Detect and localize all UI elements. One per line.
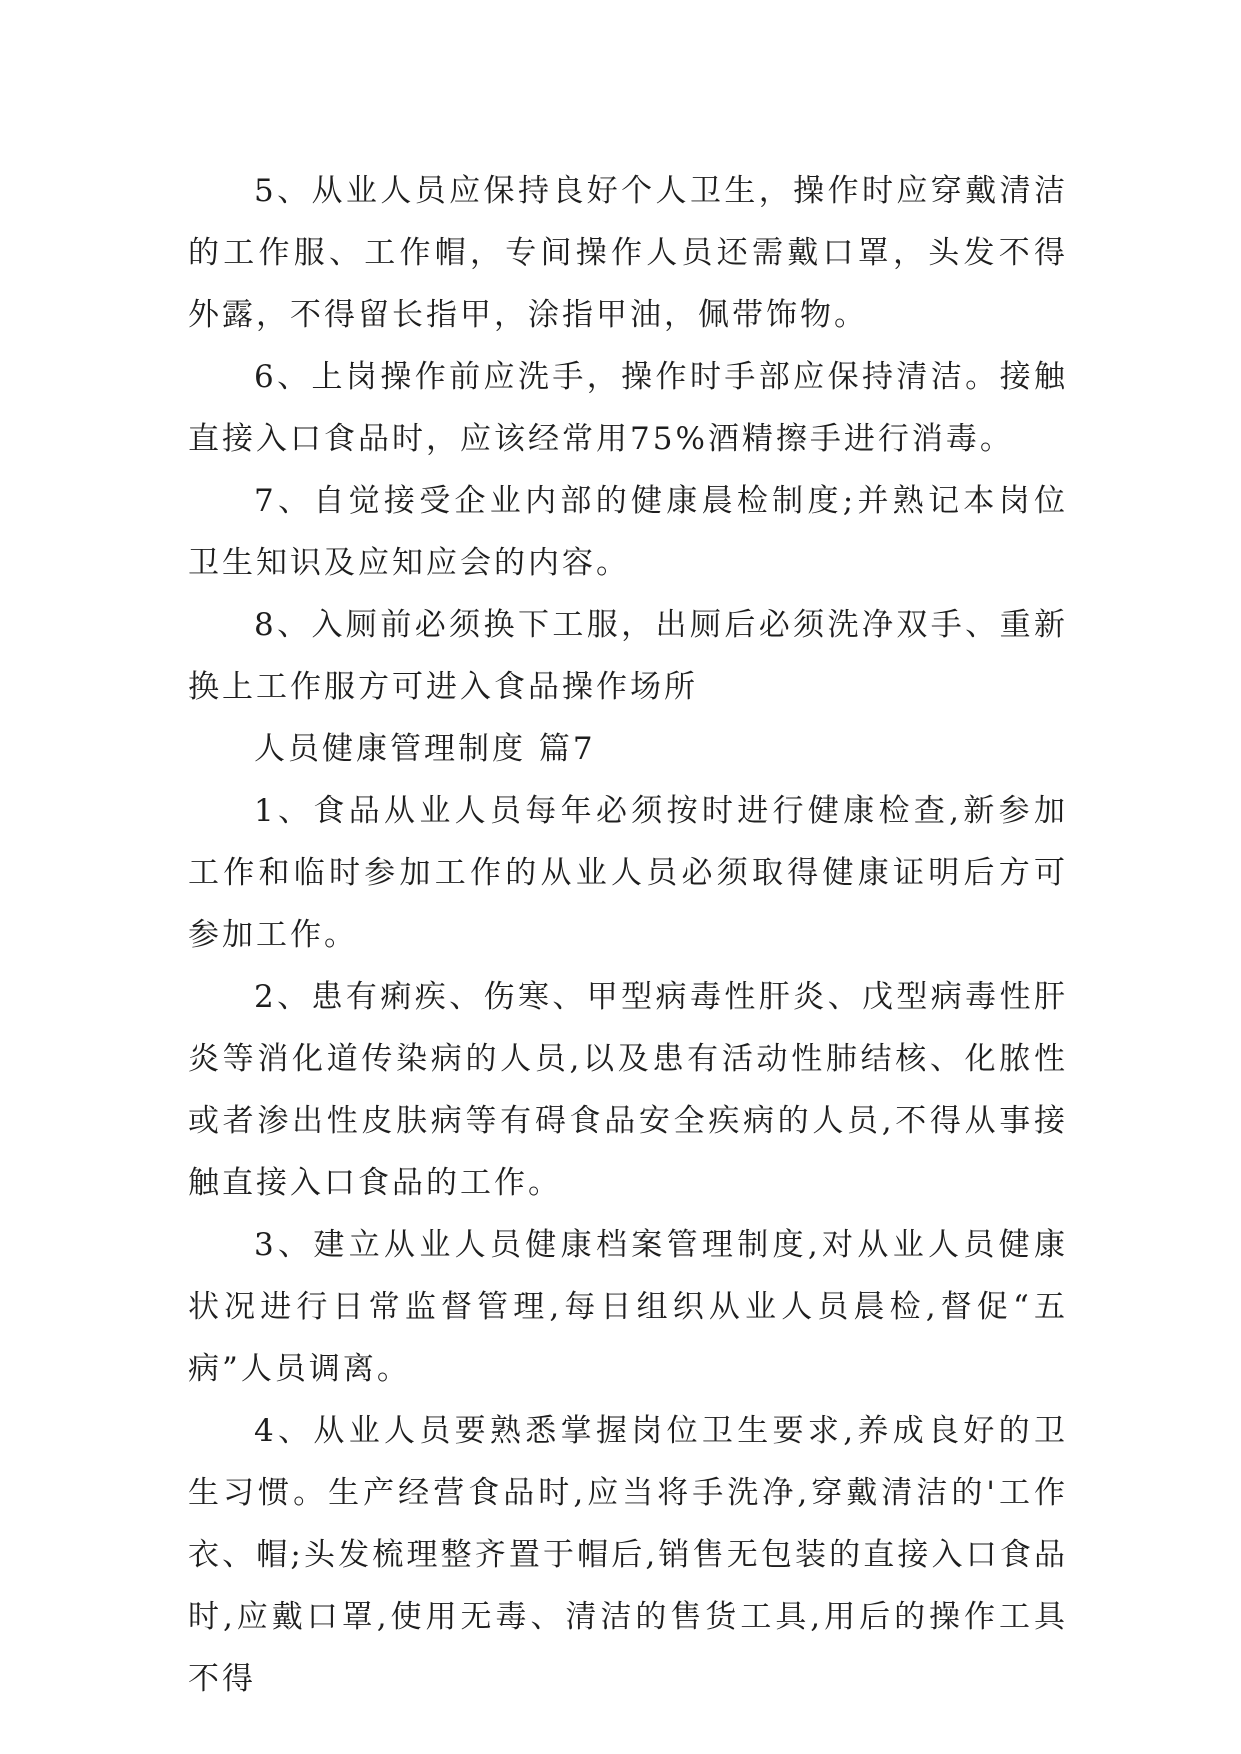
paragraph-7: 7、自觉接受企业内部的健康晨检制度;并熟记本岗位卫生知识及应知应会的内容。 (188, 483, 1068, 581)
paragraph-6: 6、上岗操作前应洗手，操作时手部应保持清洁。接触直接入口食品时，应该经常用75%酒精擦手进行消毒。 (188, 359, 1068, 457)
paragraph-4: 4、从业人员要熟悉掌握岗位卫生要求,养成良好的卫生习惯。生产经营食品时,应当将手洗净,穿戴清洁的'工作衣、帽;头发梳理整齐置于帽后,销售无包装的直接入口食品时,应戴口罩,使用无毒、清洁的售货工具,用后的操作工具不得 (188, 1413, 1068, 1697)
paragraph-8: 8、入厕前必须换下工服，出厕后必须洗净双手、重新换上工作服方可进入食品操作场所 (188, 607, 1068, 705)
paragraph-2: 2、患有痢疾、伤寒、甲型病毒性肝炎、戊型病毒性肝炎等消化道传染病的人员,以及患有活动性肺结核、化脓性或者渗出性皮肤病等有碍食品安全疾病的人员,不得从事接触直接入口食品的工作。 (188, 979, 1068, 1201)
paragraph-5: 5、从业人员应保持良好个人卫生，操作时应穿戴清洁的工作服、工作帽，专间操作人员还需戴口罩，头发不得外露，不得留长指甲，涂指甲油，佩带饰物。 (188, 173, 1068, 333)
paragraph-1: 1、食品从业人员每年必须按时进行健康检查,新参加工作和临时参加工作的从业人员必须取得健康证明后方可参加工作。 (188, 793, 1068, 953)
paragraph-3: 3、建立从业人员健康档案管理制度,对从业人员健康状况进行日常监督管理,每日组织从业人员晨检,督促“五病”人员调离。 (188, 1227, 1068, 1387)
section-heading: 人员健康管理制度 篇7 (254, 731, 596, 767)
document-body (188, 160, 1068, 1710)
